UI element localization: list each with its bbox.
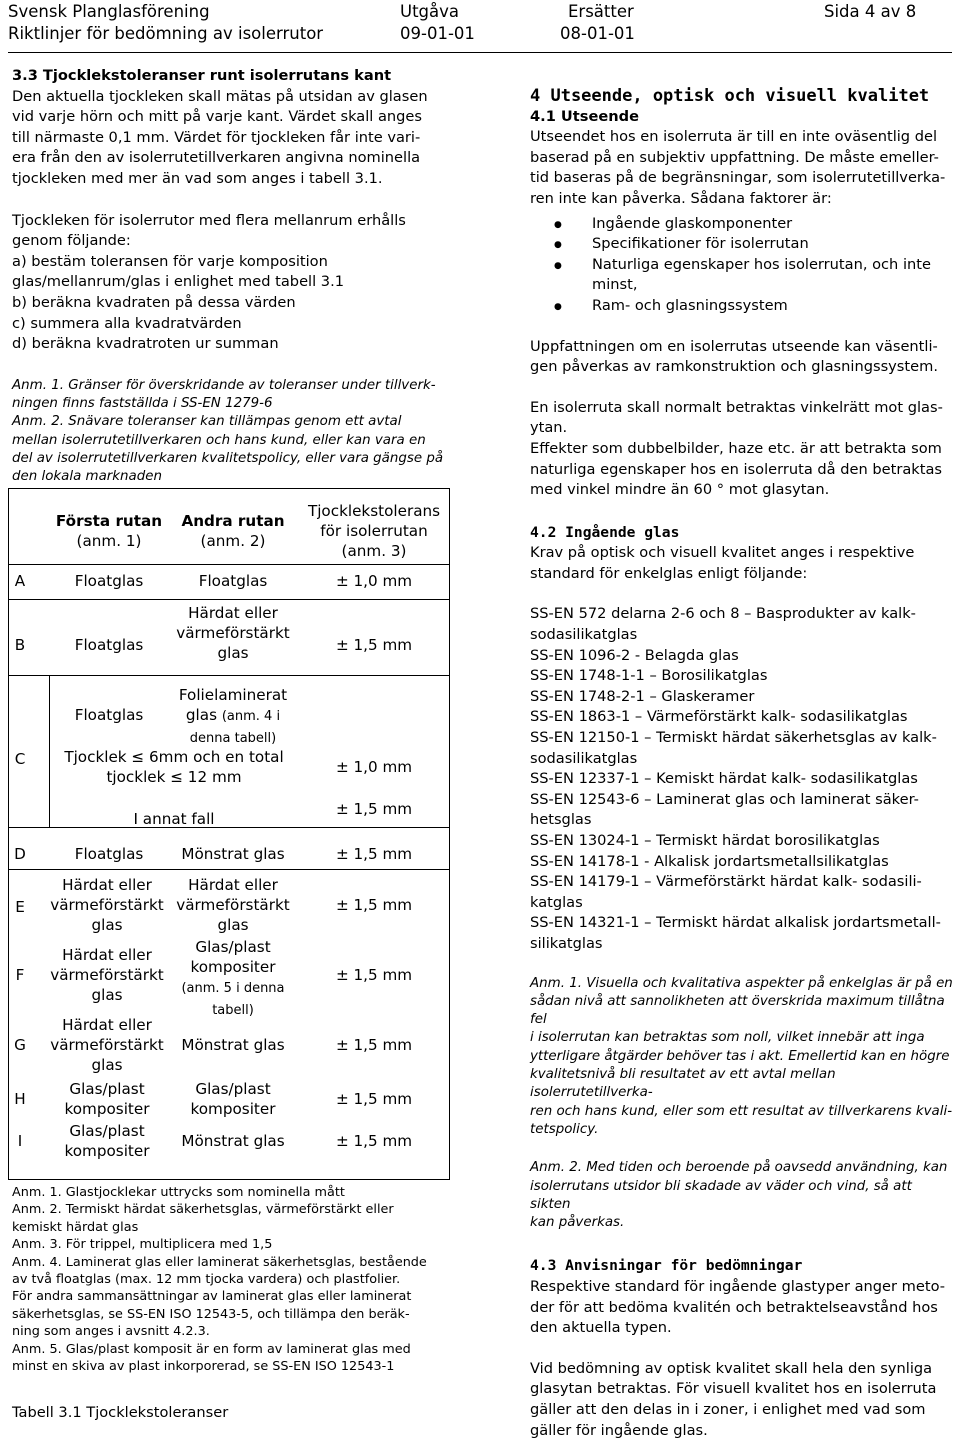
text-line: Respektive standard för ingående glastyper anger meto- [530,1278,946,1296]
cell-first: Floatglas [74,706,144,724]
text-line: ren inte kan påverka. Sådana faktorer är: [530,189,832,207]
cell-second: Folielaminerat glas (anm. 4 i denna tabell) [178,686,288,746]
text-line: del av isolerrutetillverkaren kvalitetspolicy, eller vara gängse på [12,450,444,466]
cell-tolerance: ± 1,5 mm [335,1036,413,1054]
section-title-4-1: 4.1 Utseende [530,107,639,125]
text-line: Anm. 2. Snävare toleranser kan tillämpas genom ett avtal [12,414,402,430]
tolerance-paragraph-2 [12,211,448,355]
text-line: tjockleken med mer än vad som anges i tabell 3.1. [12,169,383,187]
thickness-tolerance-table [8,488,450,1180]
text-line: isolerrutans utsidor bli skadade av väder och vind, så att sikten [530,1178,912,1212]
list-item: SS-EN 572 delarna 2-6 och 8 – Basprodukter av kalk- [530,605,916,623]
cell-tolerance: ± 1,0 mm [335,758,413,776]
header-utgava-label: Utgåva [400,2,460,21]
text-line: Tjockleken för isolerrutor med flera mellanrum erhålls [12,211,406,229]
cell-condition: Tjocklek ≤ 6mm och en total tjocklek ≤ 12 mm [64,748,284,786]
text-line: der för att bedöma kvalitén och betraktelseavstånd hos [530,1298,938,1316]
cell-second: Mönstrat glas [181,845,285,863]
section-title-4: 4 Utseende, optisk och visuell kvalitet [530,86,930,106]
text-line: kvalitetsnivå bli resultatet av ett avtal mellan isolerrutetillverka- [530,1067,836,1101]
cell-tolerance: ± 1,0 mm [335,572,413,590]
note-line: Anm. 5. Glas/plast komposit är en form av laminerat glas med [12,1341,411,1357]
cell-tolerance: ± 1,5 mm [335,636,413,654]
factor-list [530,214,954,317]
cell-first: Floatglas [74,636,144,654]
note-line: minst en skiva av plast inkorporerad, se SS-EN ISO 12543-1 [12,1359,395,1375]
list-item: SS-EN 1096-2 - Belagda glas [530,646,739,664]
cell-second: Mönstrat glas [181,1036,285,1054]
text-line: c) summera alla kvadratvärden [12,314,242,332]
list-item: ● Naturliga egenskaper hos isolerrutan, och inte minst, [530,255,954,296]
text-line: kan påverkas. [530,1215,625,1231]
note-line: Anm. 2. Termiskt härdat säkerhetsglas, värmeförstärkt eller [12,1202,394,1218]
cell-first: Floatglas [74,845,144,863]
text-line: gäller för ingående glas. [530,1421,708,1439]
col-header-second-pane: Andra rutan (anm. 2) [181,512,285,550]
cell-second: Härdat eller värmeförstärkt glas [176,604,290,662]
text-line: baserad på en subjektiv uppfattning. De måste emeller- [530,148,939,166]
cell-second: Mönstrat glas [181,1132,285,1150]
row-key-b: B [14,636,26,654]
note-line: Anm. 4. Laminerat glas eller laminerat säkerhetsglas, bestående [12,1254,427,1270]
text-line: i isolerrutan kan betraktas som noll, vilket innebär att inga [530,1030,925,1046]
row-key-d: D [14,845,26,863]
appearance-paragraph-3 [530,398,954,501]
cell-first: Glas/plast kompositer [64,1122,150,1160]
text-line: Anm. 2. Med tiden och beroende på oavsedd användning, kan [530,1160,948,1176]
list-item: SS-EN 12543-6 – Laminerat glas och laminerat säker- [530,790,919,808]
cell-first: Härdat eller värmeförstärkt glas [50,946,164,1004]
list-item: SS-EN 12337-1 – Kemiskt härdat kalk- sodasilikatglas [530,770,918,788]
text-line: ytterligare åtgärder behöver tas i akt. Emellertid kan en högre [530,1048,950,1064]
list-item: ● Specifikationer för isolerrutan [530,234,954,255]
note-line: av två floatglas (max. 12 mm tjocka vardera) och plastfolier. [12,1272,401,1288]
list-item: hetsglas [530,811,592,829]
note-line: Anm. 1. Glastjocklekar uttrycks som nominella mått [12,1185,345,1200]
text-line: till närmaste 0,1 mm. Värdet för tjockleken får inte vari- [12,128,421,146]
cell-second: Glas/plast kompositer (anm. 5 i denna tabell) [181,938,285,1018]
text-line: En isolerruta skall normalt betraktas vinkelrätt mot glas- [530,398,943,416]
list-item: SS-EN 1748-1-1 – Borosilikatglas [530,667,768,685]
note-line: ning som anges i avsnitt 4.2.3. [12,1324,210,1340]
text-line: Effekter som dubbelbilder, haze etc. är att betrakta som [530,439,942,457]
text-line: ytan. [530,419,568,437]
text-line: vid varje hörn och mitt på varje kant. Värdet skall anges [12,108,422,126]
col-header-first-pane: Första rutan (anm. 1) [55,512,163,550]
list-item: SS-EN 14321-1 – Termiskt härdat alkalisk jordartsmetall- [530,914,941,932]
text-line: med vinkel mindre än 60 ° mot glasytan. [530,481,830,499]
text-line: d) beräkna kvadratroten ur summan [12,335,279,353]
text-line: gäller att den delas in i zoner, i enlighet med vad som [530,1400,926,1418]
appearance-paragraph-2 [530,337,954,378]
list-item: SS-EN 14178-1 - Alkalisk jordartsmetallsilikatglas [530,852,889,870]
text-line: naturliga egenskaper hos en isolerruta då den betraktas [530,460,943,478]
header-divider [8,52,952,53]
text-line: Anm. 1. Visuella och kvalitativa aspekter på enkelglas är på en [530,975,953,991]
table-rule [9,827,449,828]
header-org: Svensk Planglasförening [8,2,210,21]
text-line: standard för enkelglas enligt följande: [530,564,808,582]
text-line: ren och hans kund, eller som ett resultat av tillverkarens kvali- [530,1103,953,1119]
text-line: sådan nivå att sannolikheten att överskrida maximum tillåtna fel [530,993,945,1028]
assessment-paragraph-1 [530,1277,954,1339]
cell-condition: I annat fall [133,810,215,828]
row-key-h: H [14,1090,26,1108]
cell-second: Floatglas [198,572,268,590]
list-item: SS-EN 12150-1 – Termiskt härdat säkerhetsglas av kalk- [530,729,937,747]
text-line: Utseendet hos en isolerruta är till en inte oväsentlig del [530,128,938,146]
row-key-e: E [15,898,25,916]
section-title-4-3: 4.3 Anvisningar för bedömningar [530,1257,803,1275]
note-line: säkerhetsglas, se SS-EN ISO 12543-5, och tillämpa den beräk- [12,1306,410,1322]
header-ersatter-label: Ersätter [568,2,634,21]
note-line: För andra sammansättningar av laminerat glas eller laminerat [12,1289,412,1305]
col-header-tolerance: Tjocklekstolerans för isolerrutan (anm. 3) [307,502,441,560]
text-line: tid baseras på de begränsningar, som isolerrutetillverka- [530,169,946,187]
cell-second: Glas/plast kompositer [190,1080,276,1118]
list-item: silikatglas [530,934,603,952]
header-page-number: Sida 4 av 8 [824,2,917,21]
note-line: kemiskt härdat glas [12,1219,139,1235]
text-line: a) bestäm toleransen för varje komposition [12,252,328,270]
text-line: ningen finns fastställda i SS-EN 1279-6 [12,396,273,412]
text-line: era från den av isolerrutetillverkaren angivna nominella [12,149,421,167]
section-title-3-3: 3.3 Tjocklekstoleranser runt isolerrutans kant [12,67,392,84]
list-item: SS-EN 13024-1 – Termiskt härdat borosilikatglas [530,832,880,849]
section-4-2-note-2 [530,1159,954,1232]
table-rule [9,869,449,870]
text-line: b) beräkna kvadraten på dessa värden [12,293,296,311]
row-key-i: I [17,1132,23,1150]
text-line: mellan isolerrutetillverkaren och hans kund, eller kan vara en [12,432,426,448]
section-3-3-notes [12,377,448,487]
text-line: glasytan betraktas. För visuell kvalitet hos en isolerruta [530,1380,937,1398]
text-line: tetspolicy. [530,1121,599,1137]
table-rule [9,675,449,676]
assessment-paragraph-2 [530,1359,954,1441]
text-line: Anm. 1. Gränser för överskridande av toleranser under tillverk- [12,377,436,393]
section-title-4-2: 4.2 Ingående glas [530,523,680,541]
text-line: Vid bedömning av optisk kvalitet skall hela den synliga [530,1359,933,1377]
table-rule [9,599,449,600]
text-line: Uppfattningen om en isolerrutas utseende kan väsentli- [530,337,938,355]
cell-tolerance: ± 1,5 mm [335,1132,413,1150]
text-line: den lokala marknaden [12,469,162,485]
list-item: SS-EN 1748-2-1 – Glaskeramer [530,687,755,705]
header-doc-title: Riktlinjer för bedömning av isolerrutor [8,24,324,43]
glass-paragraph-1 [530,543,954,584]
text-line: genom följande: [12,232,131,250]
cell-tolerance: ± 1,5 mm [335,1090,413,1108]
table-caption: Tabell 3.1 Tjocklekstoleranser [12,1404,229,1421]
table-rule [9,564,449,565]
cell-first: Glas/plast kompositer [64,1080,150,1118]
cell-tolerance: ± 1,5 mm [335,966,413,984]
cell-tolerance: ± 1,5 mm [335,896,413,914]
text-line: gen påverkas av ramkonstruktion och glasningssystem. [530,358,938,376]
table-notes [12,1184,442,1375]
cell-second: Härdat eller värmeförstärkt glas [176,876,290,934]
list-item: SS-EN 14179-1 – Värmeförstärkt härdat kalk- sodasili- [530,873,922,891]
text-line: glas/mellanrum/glas i enlighet med tabell 3.1 [12,273,345,291]
row-key-g: G [14,1036,26,1054]
header-ersatter-date: 08-01-01 [560,24,635,43]
row-key-f: F [15,966,25,984]
cell-tolerance: ± 1,5 mm [335,845,413,863]
list-item: SS-EN 1863-1 – Värmeförstärkt kalk- sodasilikatglas [530,708,908,726]
cell-tolerance: ± 1,5 mm [335,800,413,818]
list-item: sodasilikatglas [530,749,638,767]
standards-list [530,604,954,954]
tolerance-paragraph-1 [12,87,448,190]
row-key-c: C [14,750,26,768]
cell-first: Härdat eller värmeförstärkt glas [50,876,164,934]
header-utgava-date: 09-01-01 [400,24,475,43]
left-column [12,66,448,487]
cell-first: Floatglas [74,572,144,590]
appearance-paragraph-1 [530,127,954,209]
text-line: Den aktuella tjockleken skall mätas på utsidan av glasen [12,87,428,105]
list-item: ● Ingående glaskomponenter [530,214,954,235]
note-line: Anm. 3. För trippel, multiplicera med 1,5 [12,1237,273,1253]
cell-first: Härdat eller värmeförstärkt glas [50,1016,164,1074]
right-column [530,86,954,1441]
list-item: katglas [530,893,583,911]
list-item: ● Ram- och glasningssystem [530,296,954,317]
list-item: sodasilikatglas [530,626,638,644]
text-line: den aktuella typen. [530,1319,672,1337]
row-key-a: A [14,572,26,590]
section-4-2-note-1 [530,975,954,1140]
text-line: Krav på optisk och visuell kvalitet anges i respektive [530,544,915,562]
